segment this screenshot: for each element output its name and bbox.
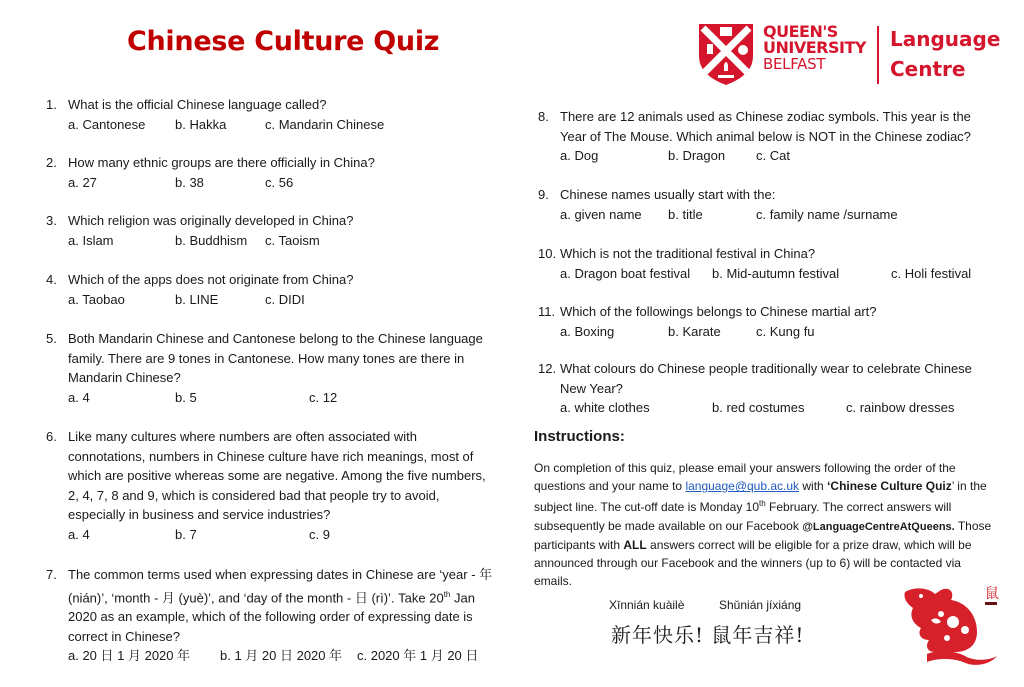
- university-name: QUEEN'S UNIVERSITY BELFAST: [763, 22, 866, 73]
- option-a: a. Taobao: [68, 291, 125, 307]
- question-7: 7. The common terms used when expressing dates in Chinese are ‘year - 年 (nián)’, ‘month - 月 (yuè)’, and ‘day of the month - 日 (rì)’. Take 20th Jan 2020 as an example, which of the following order of expressing date is correct in Chinese? a. 20 日 1 月 2020 年 b. 1 月 20 日 2020 年 c. 2020 年 1 月 20 日: [46, 565, 496, 666]
- option-c: c. Kung fu: [756, 323, 815, 339]
- option-b: b. Buddhism: [175, 232, 248, 248]
- option-a: a. Dragon boat festival: [560, 265, 691, 281]
- option-b: b. Dragon: [668, 148, 726, 163]
- question-options: [68, 388, 496, 408]
- question-9: 9. Chinese names usually start with the: a. given name b. title c. family name /surname: [538, 185, 998, 224]
- question-3: 3. Which religion was originally developed in China? a. Islam b. Buddhism c. Taoism: [46, 211, 496, 250]
- facebook-handle: @LanguageCentreAtQueens.: [802, 520, 955, 533]
- rat-seal-char: 鼠: [985, 586, 999, 602]
- instructions-heading: Instructions:: [534, 428, 625, 445]
- option-a: a. 4: [68, 526, 90, 542]
- option-a: a. Cantonese: [68, 116, 146, 132]
- option-b: b. Karate: [668, 323, 721, 339]
- question-5: 5. Both Mandarin Chinese and Cantonese belong to the Chinese language family. There are 9 tones in Cantonese. How many tones are there in Mandarin Chinese? a. 4 b. 5 c. 12: [46, 329, 496, 407]
- option-b: b. red costumes: [712, 400, 805, 415]
- option-a: a. 4: [68, 389, 90, 405]
- option-c: c. Taoism: [265, 232, 320, 248]
- question-options: [68, 646, 496, 666]
- option-b: b. title: [668, 206, 703, 222]
- option-c: c. rainbow dresses: [846, 400, 955, 415]
- option-a: a. 20 日 1 月 2020 年: [68, 648, 191, 664]
- question-12: 12. What colours do Chinese people traditionally wear to celebrate Chinese New Year? a. white clothes b. red costumes c. rainbow dresses: [538, 359, 998, 418]
- option-b: b. 5: [175, 389, 197, 405]
- option-b: b. 1 月 20 日 2020 年: [220, 648, 343, 664]
- instructions-body: On completion of this quiz, please email your answers following the order of the questions and your name to language@qub.ac.uk with ‘Chinese Culture Quiz’ in the subject line. The cut-off date is Monday 10th February. The correct answers will subsequently be made available on our Facebook @LanguageCentreAtQueens. Those participants with ALL answers correct will be eligible for a prize draw, which will be announced through our Facebook and the winners (up to 6) will be contacted via emails.: [534, 461, 992, 589]
- greeting-hanzi: 新年快乐! 鼠年吉祥!: [611, 623, 805, 647]
- option-b: b. 38: [175, 174, 204, 190]
- question-options: [560, 205, 998, 225]
- option-a: a. 27: [68, 174, 97, 190]
- option-a: a. white clothes: [560, 400, 650, 415]
- qub-language-centre-logo: [697, 22, 1001, 88]
- option-c: c. Mandarin Chinese: [265, 116, 385, 132]
- option-c: c. family name /surname: [756, 206, 898, 222]
- option-a: a. Dog: [560, 148, 599, 163]
- logo-divider: [877, 26, 879, 84]
- question-options: [68, 525, 496, 545]
- question-options: [560, 322, 998, 342]
- university-crest-icon: [697, 22, 755, 86]
- option-a: a. Islam: [68, 232, 114, 248]
- quiz-title: Chinese Culture Quiz: [127, 26, 440, 57]
- question-6: 6. Like many cultures where numbers are often associated with connotations, numbers in Chinese culture have rich meanings, most of which are positive whereas some are negative. Among the five numbers, 2, 4, 7, 8 and 9, which is considered bad that people try to avoid, especially in business and service industries? a. 4 b. 7 c. 9: [46, 427, 496, 544]
- option-a: a. Boxing: [560, 323, 615, 339]
- question-1: 1. What is the official Chinese language called? a. Cantonese b. Hakka c. Mandarin Chinese: [46, 95, 496, 134]
- question-options: [560, 398, 998, 418]
- question-11: 11. Which of the followings belongs to Chinese martial art? a. Boxing b. Karate c. Kung fu: [538, 302, 998, 341]
- paper-cut-rat-icon: [895, 580, 1005, 675]
- question-options: [68, 231, 496, 251]
- department-name: Language Centre: [890, 27, 1001, 81]
- question-options: [68, 290, 496, 310]
- question-4: 4. Which of the apps does not originate from China? a. Taobao b. LINE c. DIDI: [46, 270, 496, 309]
- question-options: [560, 146, 998, 166]
- greeting-pinyin-1: Xīnnián kuàilè: [609, 598, 685, 612]
- question-8: 8. There are 12 animals used as Chinese zodiac symbols. This year is the Year of The Mouse. Which animal below is NOT in the Chinese zodiac? a. Dog b. Dragon c. Cat: [538, 107, 998, 166]
- greeting-pinyin-2: Shǔnián jíxiáng: [719, 598, 802, 612]
- option-b: b. Hakka: [175, 116, 227, 132]
- option-c: c. 2020 年 1 月 20 日: [357, 648, 479, 664]
- email-link[interactable]: language@qub.ac.uk: [685, 479, 800, 494]
- option-b: b. Mid-autumn festival: [712, 265, 840, 281]
- option-c: c. 56: [265, 174, 294, 190]
- option-c: c. 12: [309, 389, 338, 405]
- option-a: a. given name: [560, 206, 642, 222]
- option-c: c. DIDI: [265, 291, 305, 307]
- option-b: b. 7: [175, 526, 197, 542]
- option-c: c. Cat: [756, 148, 790, 163]
- question-2: 2. How many ethnic groups are there officially in China? a. 27 b. 38 c. 56: [46, 153, 496, 192]
- question-options: [560, 264, 998, 284]
- question-10: 10. Which is not the traditional festival in China? a. Dragon boat festival b. Mid-autumn festival c. Holi festival: [538, 244, 998, 283]
- option-c: c. 9: [309, 526, 330, 542]
- option-b: b. LINE: [175, 291, 219, 307]
- option-c: c. Holi festival: [891, 265, 972, 281]
- question-options: [68, 115, 496, 135]
- question-options: [68, 173, 496, 193]
